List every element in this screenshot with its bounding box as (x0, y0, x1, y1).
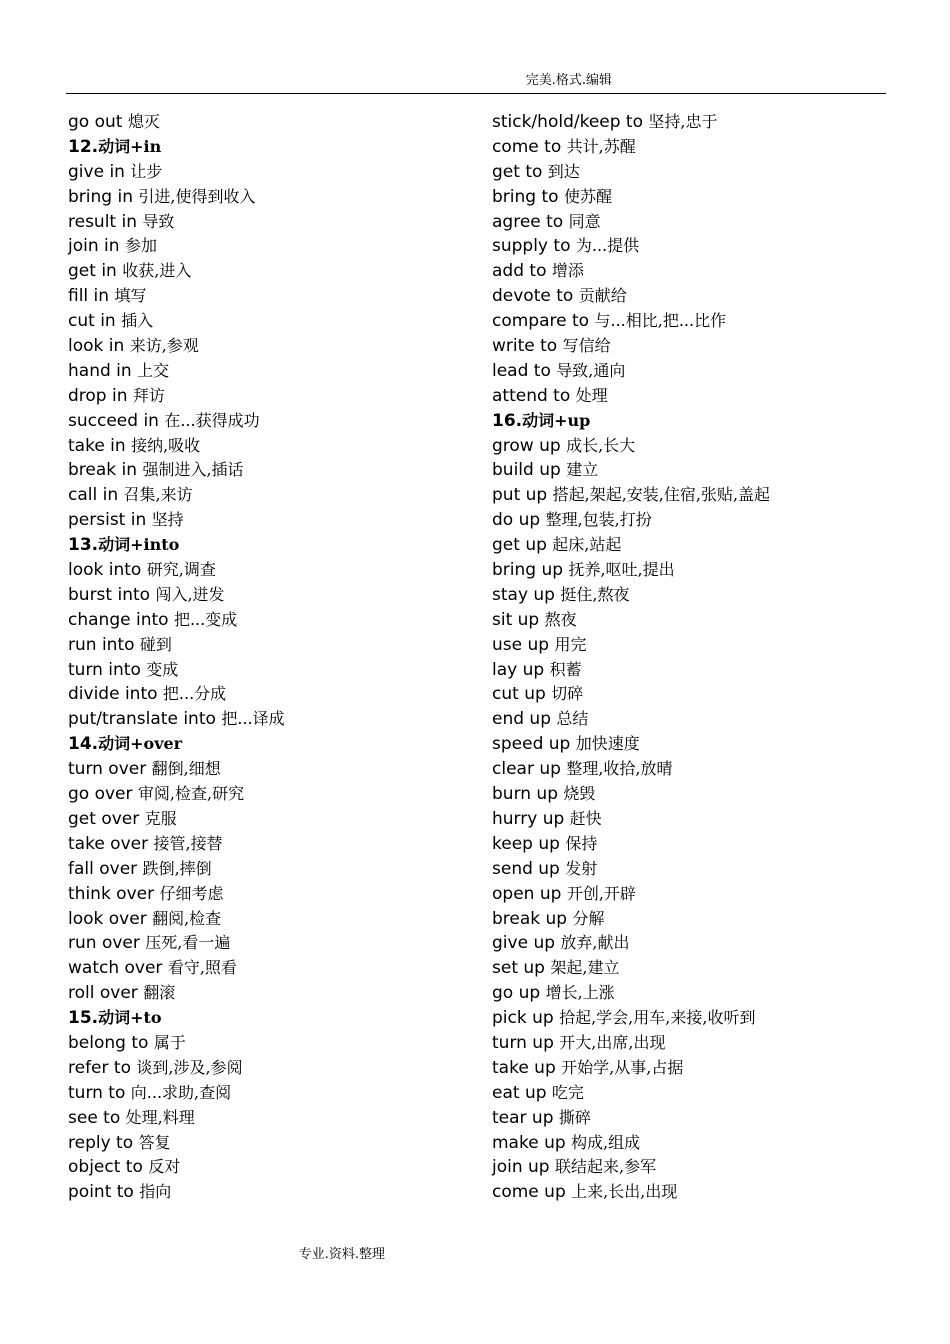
phrase-meaning: 插入 (121, 311, 154, 331)
phrase-meaning: 研究,调查 (146, 560, 216, 580)
phrase-entry (68, 110, 285, 135)
phrase-english: keep up (492, 833, 566, 854)
phrase-meaning: 积蓄 (549, 659, 582, 679)
phrase-english: stay up (492, 584, 561, 605)
phrase-entry (68, 832, 285, 857)
phrase-english: turn up (492, 1032, 560, 1053)
phrase-entry (68, 284, 285, 309)
phrase-meaning: 烧毁 (563, 784, 596, 804)
phrase-english: hurry up (492, 808, 570, 829)
phrase-meaning: 反对 (148, 1157, 181, 1177)
phrase-entry (492, 658, 770, 683)
phrase-entry (492, 533, 770, 558)
phrase-entry (68, 1180, 285, 1205)
phrase-meaning: 指向 (139, 1182, 172, 1202)
phrase-entry (492, 458, 770, 483)
phrase-meaning: 闯入,迸发 (155, 584, 225, 604)
phrase-english: succeed in (68, 410, 165, 431)
phrase-english: add to (492, 261, 552, 282)
phrase-meaning: 收获,进入 (122, 261, 192, 281)
phrase-meaning: 吃完 (551, 1082, 584, 1102)
phrase-meaning: 把...变成 (173, 609, 238, 629)
phrase-english: watch over (68, 958, 168, 979)
section-number: 14. (68, 734, 99, 755)
phrase-meaning: 开始学,从事,占据 (561, 1057, 684, 1077)
phrase-meaning: 向...求助,查阅 (130, 1082, 232, 1102)
phrase-meaning: 克服 (144, 808, 177, 828)
phrase-meaning: 看守,照看 (167, 958, 237, 978)
phrase-english: lead to (492, 360, 557, 381)
phrase-entry (68, 185, 285, 210)
phrase-english: get in (68, 261, 123, 282)
phrase-english: persist in (68, 510, 152, 531)
phrase-entry (492, 882, 770, 907)
phrase-entry (68, 434, 285, 459)
phrase-meaning: 参加 (124, 236, 157, 256)
phrase-entry (68, 1106, 285, 1131)
section-title: 动词+into (98, 535, 180, 555)
phrase-english: eat up (492, 1082, 552, 1103)
phrase-entry (68, 907, 285, 932)
phrase-entry (492, 185, 770, 210)
phrase-english: turn over (68, 759, 152, 780)
phrase-meaning: 答复 (138, 1132, 171, 1152)
phrase-entry (68, 508, 285, 533)
phrase-english: put/translate into (68, 709, 222, 730)
phrase-english: go out (68, 112, 128, 132)
phrase-entry (68, 1056, 285, 1081)
phrase-entry (492, 707, 770, 732)
phrase-english: fill in (68, 286, 115, 307)
phrase-meaning: 同意 (568, 211, 601, 231)
phrase-english: come up (492, 1182, 572, 1203)
phrase-english: look into (68, 560, 147, 581)
phrase-entry (492, 633, 770, 658)
phrase-entry (68, 682, 285, 707)
phrase-english: object to (68, 1157, 149, 1178)
phrase-english: belong to (68, 1032, 154, 1053)
phrase-entry (68, 334, 285, 359)
phrase-entry (492, 234, 770, 259)
phrase-meaning: 翻倒,细想 (151, 759, 221, 779)
phrase-meaning: 导致 (142, 211, 175, 231)
phrase-entry (68, 608, 285, 633)
phrase-english: build up (492, 460, 567, 481)
section-heading (68, 135, 285, 160)
phrase-meaning: 处理 (575, 385, 608, 405)
phrase-english: devote to (492, 286, 579, 307)
phrase-entry (68, 384, 285, 409)
phrase-meaning: 开大,出席,出现 (559, 1032, 666, 1052)
phrase-english: join in (68, 236, 125, 257)
phrase-entry (492, 782, 770, 807)
phrase-entry (68, 1031, 285, 1056)
phrase-entry (68, 309, 285, 334)
phrase-meaning: 把...分成 (162, 684, 227, 704)
section-heading (68, 1006, 285, 1031)
phrase-english: cut up (492, 684, 552, 705)
phrase-entry (68, 483, 285, 508)
phrase-meaning: 填写 (114, 286, 147, 306)
phrase-english: cut in (68, 311, 122, 332)
phrase-meaning: 起床,站起 (552, 535, 622, 555)
phrase-english: divide into (68, 684, 163, 705)
phrase-entry (68, 633, 285, 658)
phrase-english: turn to (68, 1082, 131, 1103)
phrase-meaning: 总结 (556, 709, 589, 729)
phrase-entry (68, 956, 285, 981)
phrase-english: call in (68, 485, 124, 506)
phrase-english: look over (68, 908, 153, 929)
phrase-meaning: 放弃,献出 (560, 933, 630, 953)
phrase-meaning: 让步 (130, 161, 163, 181)
phrase-meaning: 使苏醒 (563, 186, 612, 206)
right-column (492, 110, 770, 1205)
phrase-entry (492, 832, 770, 857)
phrase-meaning: 拾起,学会,用车,来接,收听到 (559, 1008, 756, 1028)
phrase-meaning: 开创,开辟 (566, 883, 636, 903)
phrase-english: think over (68, 883, 160, 904)
phrase-entry (68, 931, 285, 956)
phrase-meaning: 接纳,吸收 (131, 435, 201, 455)
phrase-entry (492, 1081, 770, 1106)
phrase-meaning: 发射 (565, 858, 598, 878)
section-number: 16. (492, 410, 523, 431)
phrase-meaning: 坚持,忠于 (648, 112, 718, 131)
phrase-english: get to (492, 161, 548, 182)
phrase-english: result in (68, 211, 143, 232)
phrase-entry (492, 931, 770, 956)
phrase-english: stick/hold/keep to (492, 112, 649, 132)
phrase-entry (492, 160, 770, 185)
phrase-meaning: 搭起,架起,安装,住宿,张贴,盖起 (552, 485, 771, 505)
phrase-entry (68, 259, 285, 284)
section-number: 12. (68, 136, 99, 157)
phrase-entry (492, 110, 770, 135)
phrase-entry (492, 309, 770, 334)
phrase-entry (68, 558, 285, 583)
header-rule (66, 93, 886, 94)
phrase-english: roll over (68, 983, 144, 1004)
phrase-english: change into (68, 609, 174, 630)
phrase-english: set up (492, 958, 551, 979)
phrase-english: run into (68, 634, 140, 655)
page-footer: 专业.资料.整理 (298, 1247, 385, 1262)
phrase-entry (68, 1155, 285, 1180)
phrase-english: run over (68, 933, 146, 954)
phrase-entry (492, 907, 770, 932)
phrase-english: grow up (492, 435, 567, 456)
phrase-english: compare to (492, 311, 595, 332)
phrase-english: make up (492, 1132, 572, 1153)
section-title: 动词+to (98, 1008, 162, 1028)
phrase-english: go over (68, 784, 138, 805)
phrase-meaning: 到达 (547, 161, 580, 181)
phrase-meaning: 抚养,呕吐,提出 (568, 560, 675, 580)
phrase-english: burst into (68, 584, 156, 605)
phrase-english: do up (492, 510, 546, 531)
phrase-english: see to (68, 1107, 126, 1128)
phrase-entry (492, 732, 770, 757)
phrase-english: take in (68, 435, 132, 456)
phrase-meaning: 熬夜 (544, 609, 577, 629)
phrase-english: get over (68, 808, 145, 829)
phrase-meaning: 增长,上涨 (545, 983, 615, 1003)
phrase-entry (68, 707, 285, 732)
phrase-entry (68, 1081, 285, 1106)
section-number: 15. (68, 1008, 99, 1029)
phrase-english: speed up (492, 734, 576, 755)
section-title: 动词+in (98, 136, 162, 156)
phrase-meaning: 变成 (146, 659, 179, 679)
phrase-meaning: 引进,使得到收入 (138, 186, 256, 206)
phrase-meaning: 成长,长大 (566, 435, 636, 455)
phrase-entry (68, 359, 285, 384)
phrase-english: reply to (68, 1132, 139, 1153)
phrase-meaning: 召集,来访 (123, 485, 193, 505)
section-heading (68, 732, 285, 757)
phrase-meaning: 导致,通向 (556, 360, 626, 380)
phrase-meaning: 切碎 (551, 684, 584, 704)
phrase-meaning: 分解 (572, 908, 605, 928)
phrase-entry (492, 608, 770, 633)
phrase-entry (492, 1155, 770, 1180)
section-title: 动词+up (522, 410, 591, 430)
phrase-meaning: 与...相比,把...比作 (594, 311, 727, 331)
phrase-english: supply to (492, 236, 576, 257)
phrase-english: burn up (492, 784, 564, 805)
phrase-english: come to (492, 136, 567, 157)
phrase-meaning: 翻滚 (143, 983, 176, 1003)
phrase-entry (492, 1106, 770, 1131)
phrase-english: break up (492, 908, 573, 929)
phrase-entry (68, 757, 285, 782)
phrase-meaning: 审阅,检查,研究 (137, 784, 245, 804)
phrase-english: open up (492, 883, 567, 904)
phrase-entry (68, 210, 285, 235)
phrase-entry (492, 857, 770, 882)
phrase-english: write to (492, 336, 563, 357)
phrase-english: clear up (492, 759, 567, 780)
section-heading (492, 409, 770, 434)
phrase-english: pick up (492, 1008, 560, 1029)
phrase-english: take over (68, 833, 154, 854)
phrase-entry (68, 981, 285, 1006)
phrase-meaning: 坚持 (151, 510, 184, 530)
phrase-meaning: 拜访 (132, 385, 165, 405)
phrase-meaning: 共计,苏醒 (566, 136, 636, 156)
page-header: 完美.格式.编辑 (525, 73, 612, 88)
phrase-english: give in (68, 161, 131, 182)
phrase-english: lay up (492, 659, 550, 680)
phrase-entry (492, 359, 770, 384)
phrase-meaning: 来访,参观 (129, 336, 199, 356)
phrase-entry (68, 882, 285, 907)
phrase-entry (492, 981, 770, 1006)
phrase-english: sit up (492, 609, 545, 630)
phrase-entry (492, 334, 770, 359)
phrase-meaning: 处理,料理 (125, 1107, 195, 1127)
phrase-english: refer to (68, 1057, 137, 1078)
phrase-meaning: 保持 (565, 833, 598, 853)
phrase-english: hand in (68, 360, 138, 381)
phrase-meaning: 仔细考虑 (159, 883, 224, 903)
phrase-entry (68, 1131, 285, 1156)
phrase-meaning: 整理,收拾,放晴 (566, 759, 673, 779)
phrase-entry (492, 558, 770, 583)
phrase-meaning: 为...提供 (575, 236, 640, 256)
phrase-english: look in (68, 336, 130, 357)
phrase-english: use up (492, 634, 555, 655)
phrase-entry (492, 508, 770, 533)
phrase-english: fall over (68, 858, 143, 879)
phrase-meaning: 增添 (551, 261, 584, 281)
phrase-entry (68, 782, 285, 807)
phrase-english: turn into (68, 659, 147, 680)
phrase-meaning: 上来,长出,出现 (571, 1182, 678, 1202)
phrase-entry (492, 384, 770, 409)
phrase-english: tear up (492, 1107, 559, 1128)
phrase-english: bring in (68, 186, 139, 207)
phrase-english: attend to (492, 385, 576, 406)
phrase-entry (492, 259, 770, 284)
phrase-english: point to (68, 1182, 140, 1203)
phrase-meaning: 赶快 (569, 808, 602, 828)
phrase-english: break in (68, 460, 143, 481)
phrase-entry (492, 135, 770, 160)
phrase-meaning: 联结起来,参军 (555, 1157, 657, 1177)
phrase-meaning: 压死,看一遍 (145, 933, 231, 953)
phrase-meaning: 把...译成 (221, 709, 285, 729)
phrase-entry (492, 807, 770, 832)
phrase-meaning: 整理,包装,打扮 (545, 510, 652, 530)
phrase-english: take up (492, 1057, 562, 1078)
phrase-english: get up (492, 535, 553, 556)
section-heading (68, 533, 285, 558)
phrase-english: bring up (492, 560, 569, 581)
phrase-english: end up (492, 709, 557, 730)
phrase-entry (68, 409, 285, 434)
section-number: 13. (68, 535, 99, 556)
phrase-entry (492, 583, 770, 608)
phrase-meaning: 建立 (566, 460, 599, 480)
phrase-entry (492, 682, 770, 707)
phrase-meaning: 跌倒,摔倒 (142, 858, 212, 878)
phrase-entry (68, 458, 285, 483)
phrase-entry (68, 807, 285, 832)
phrase-meaning: 撕碎 (558, 1107, 591, 1127)
phrase-meaning: 接管,接替 (153, 833, 223, 853)
phrase-english: put up (492, 485, 553, 506)
phrase-meaning: 属于 (153, 1032, 186, 1052)
phrase-meaning: 挺住,熬夜 (560, 584, 630, 604)
phrase-meaning: 上交 (137, 360, 170, 380)
phrase-entry (492, 483, 770, 508)
phrase-english: send up (492, 858, 566, 879)
phrase-meaning: 写信给 (562, 336, 611, 356)
phrase-meaning: 谈到,涉及,参阅 (136, 1057, 243, 1077)
phrase-meaning: 熄灭 (127, 112, 160, 131)
phrase-entry (68, 234, 285, 259)
phrase-entry (68, 857, 285, 882)
phrase-meaning: 用完 (554, 634, 587, 654)
phrase-english: join up (492, 1157, 555, 1178)
phrase-meaning: 构成,组成 (571, 1132, 641, 1152)
phrase-meaning: 强制进入,插话 (142, 460, 244, 480)
phrase-entry (68, 658, 285, 683)
phrase-entry (492, 1056, 770, 1081)
phrase-english: drop in (68, 385, 133, 406)
phrase-entry (492, 210, 770, 235)
phrase-entry (492, 1031, 770, 1056)
phrase-entry (492, 757, 770, 782)
phrase-entry (68, 160, 285, 185)
phrase-english: go up (492, 983, 546, 1004)
phrase-meaning: 贡献给 (578, 286, 627, 306)
phrase-entry (492, 1006, 770, 1031)
phrase-meaning: 碰到 (139, 634, 172, 654)
phrase-entry (492, 1131, 770, 1156)
phrase-entry (492, 956, 770, 981)
phrase-english: bring to (492, 186, 564, 207)
phrase-english: give up (492, 933, 561, 954)
section-title: 动词+over (98, 734, 183, 754)
phrase-meaning: 加快速度 (575, 734, 640, 754)
phrase-entry (68, 583, 285, 608)
phrase-entry (492, 1180, 770, 1205)
phrase-meaning: 翻阅,检查 (152, 908, 222, 928)
left-column (68, 110, 285, 1205)
phrase-meaning: 架起,建立 (550, 958, 620, 978)
phrase-english: agree to (492, 211, 569, 232)
phrase-entry (492, 284, 770, 309)
phrase-meaning: 在...获得成功 (164, 410, 260, 430)
phrase-entry (492, 434, 770, 459)
